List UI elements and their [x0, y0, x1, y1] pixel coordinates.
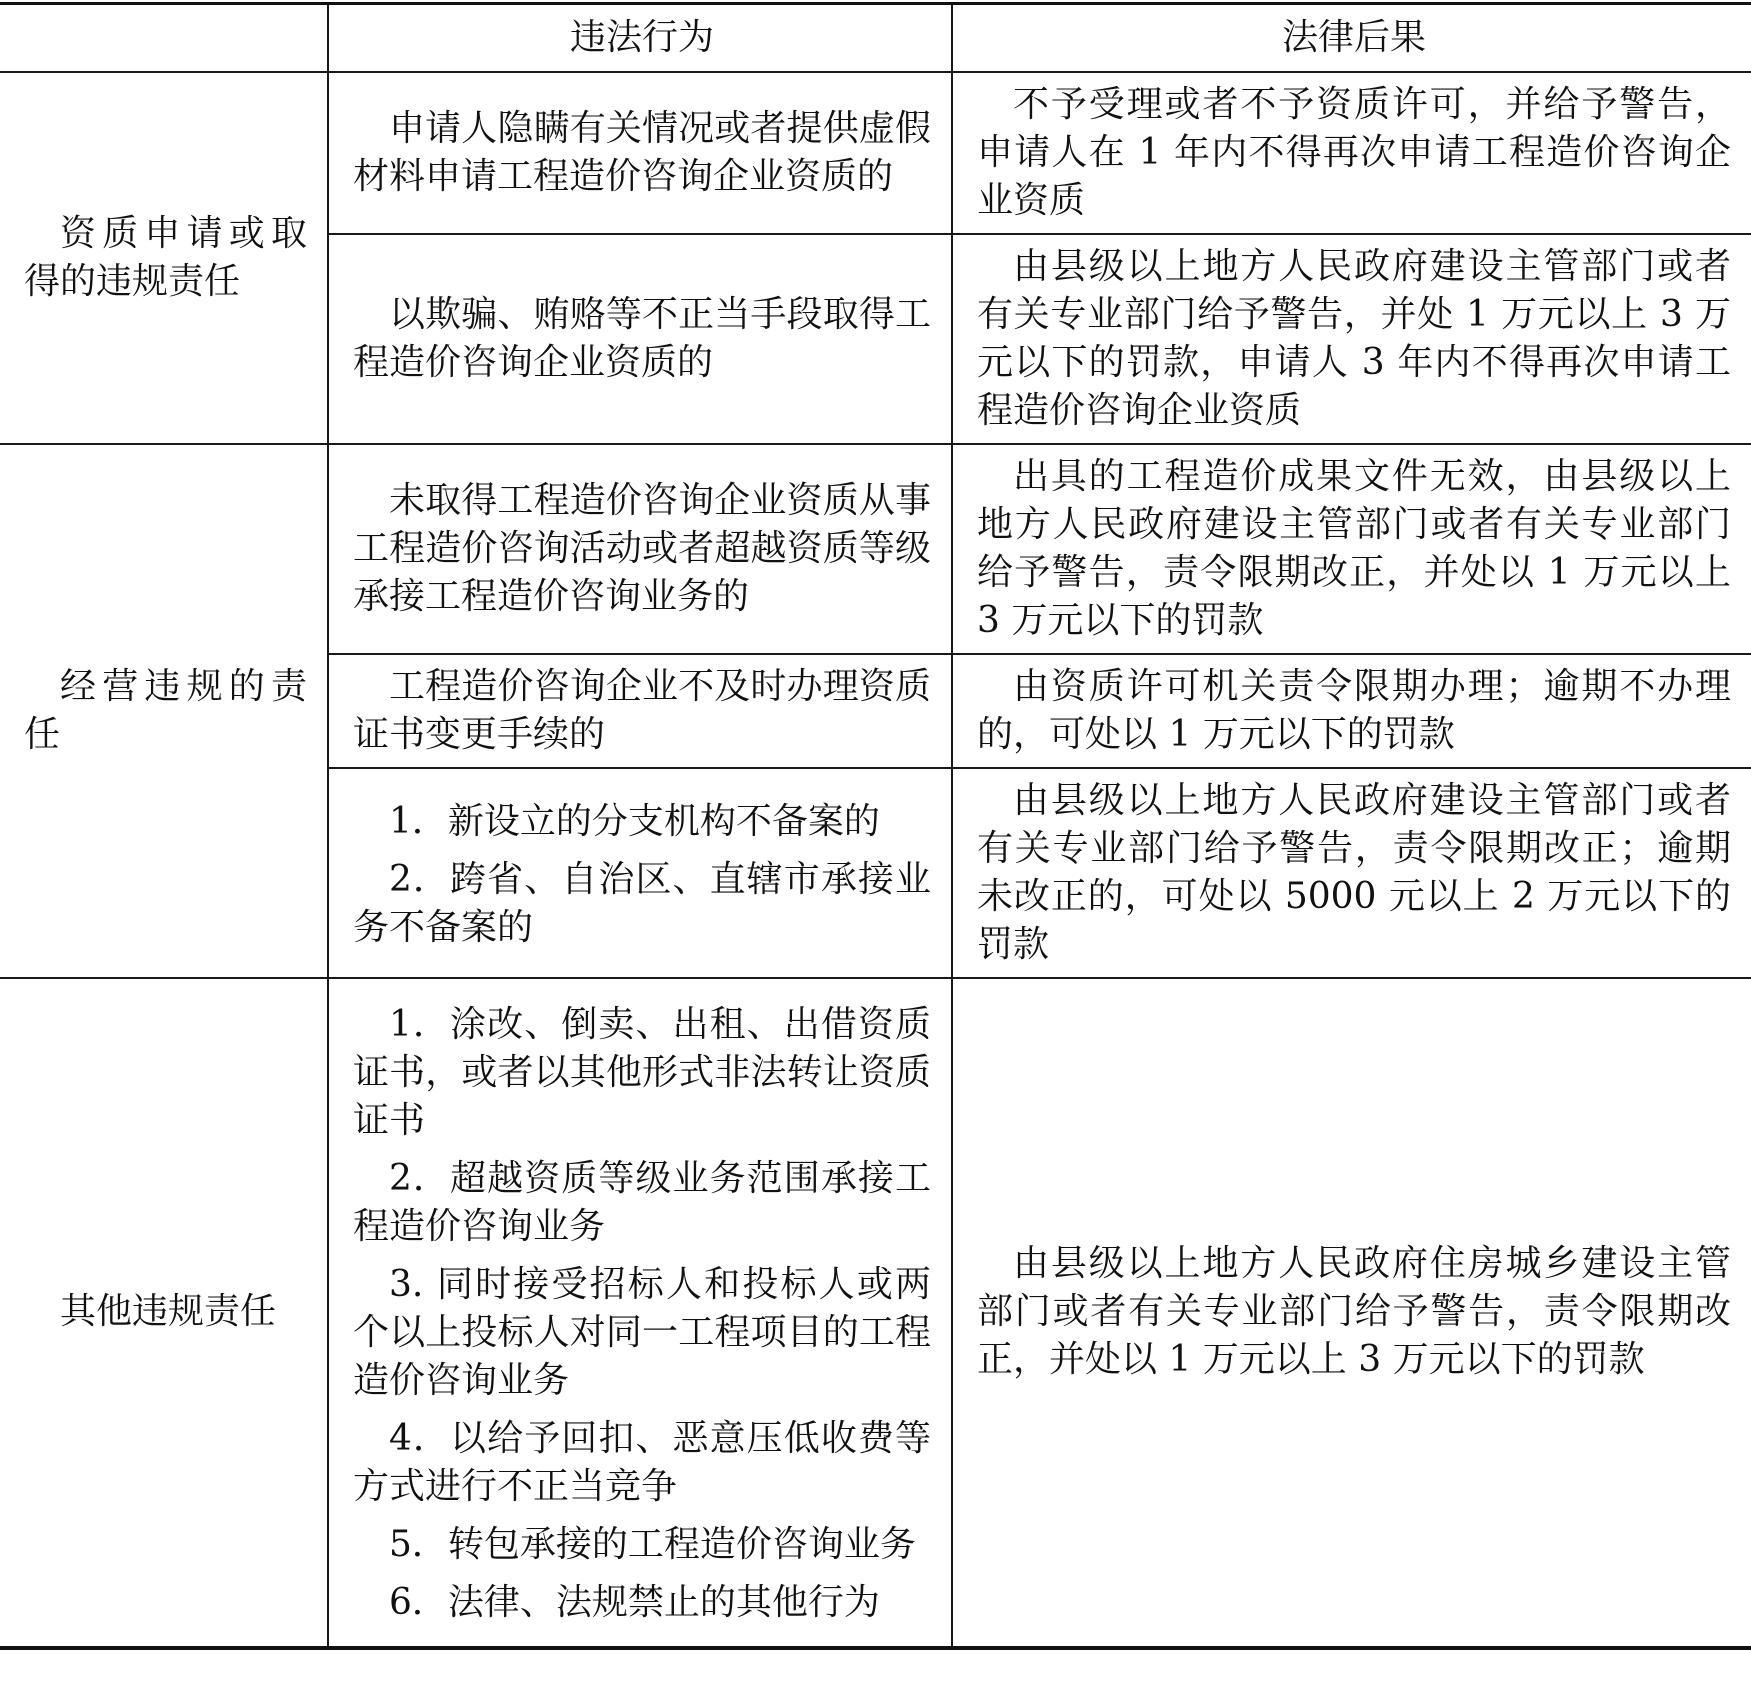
violation-list-item: 6．法律、法规禁止的其他行为 [389, 1582, 880, 1623]
consequence-cell [952, 72, 1751, 234]
violation-cell [328, 234, 952, 444]
table-row [0, 72, 1751, 234]
header-violation: 违法行为 [328, 4, 952, 72]
consequence-cell [952, 234, 1751, 444]
violation-list-item: 5．转包承接的工程造价咨询业务 [389, 1524, 916, 1565]
violation-text: 工程造价咨询企业不及时办理资质证书变更手续的 [353, 665, 931, 755]
consequence-text: 由县级以上地方人民政府建设主管部门或者有关专业部门给予警告，并处 1 万元以上 3 万元以下的罚款，申请人 3 年内不得再次申请工程造价咨询企业资质 [977, 245, 1731, 431]
violation-list-item: 2．超越资质等级业务范围承接工程造价咨询业务 [353, 1158, 931, 1247]
table-header-row [0, 4, 1751, 72]
consequence-text: 由县级以上地方人民政府住房城乡建设主管部门或者有关专业部门给予警告，责令限期改正，并处以 1 万元以上 3 万元以下的罚款 [977, 1243, 1731, 1380]
violation-consequence-table [0, 2, 1751, 1650]
violation-text: 未取得工程造价咨询企业资质从事工程造价咨询活动或者超越资质等级承接工程造价咨询业务的 [353, 479, 931, 617]
violation-list-item: 4．以给予回扣、恶意压低收费等方式进行不正当竞争 [353, 1418, 931, 1507]
violation-cell [328, 978, 952, 1648]
header-consequence: 法律后果 [952, 4, 1751, 72]
violation-text: 申请人隐瞒有关情况或者提供虚假材料申请工程造价咨询企业资质的 [353, 107, 931, 197]
consequence-cell [952, 768, 1751, 978]
category-cell: 经营违规的责任 [0, 444, 328, 978]
consequence-cell [952, 444, 1751, 654]
violation-cell [328, 768, 952, 978]
consequence-text: 不予受理或者不予资质许可，并给予警告，申请人在 1 年内不得再次申请工程造价咨询企业资质 [977, 83, 1731, 221]
category-cell: 资质申请或取得的违规责任 [0, 72, 328, 444]
consequence-cell [952, 654, 1751, 768]
violation-list-item: 3. 同时接受招标人和投标人或两个以上投标人对同一工程项目的工程造价咨询业务 [353, 1264, 931, 1401]
violation-list-item: 1．涂改、倒卖、出租、出借资质证书，或者以其他形式非法转让资质证书 [353, 1004, 931, 1141]
violation-cell [328, 654, 952, 768]
table-row [0, 978, 1751, 1648]
violation-cell [328, 444, 952, 654]
violation-cell [328, 72, 952, 234]
consequence-text: 出具的工程造价成果文件无效，由县级以上地方人民政府建设主管部门或者有关专业部门给予警告，责令限期改正，并处以 1 万元以上 3 万元以下的罚款 [977, 455, 1731, 641]
table-row [0, 444, 1751, 654]
header-category [0, 4, 328, 72]
violation-list-item: 2．跨省、自治区、直辖市承接业务不备案的 [353, 858, 931, 948]
consequence-text: 由县级以上地方人民政府建设主管部门或者有关专业部门给予警告，责令限期改正；逾期未改正的，可处以 5000 元以上 2 万元以下的罚款 [977, 779, 1731, 965]
violation-list-item: 1．新设立的分支机构不备案的 [389, 800, 880, 842]
category-cell: 其他违规责任 [0, 978, 328, 1648]
consequence-cell [952, 978, 1751, 1648]
consequence-text: 由资质许可机关责令限期办理；逾期不办理的，可处以 1 万元以下的罚款 [977, 665, 1731, 755]
violation-text: 以欺骗、贿赂等不正当手段取得工程造价咨询企业资质的 [353, 293, 931, 383]
